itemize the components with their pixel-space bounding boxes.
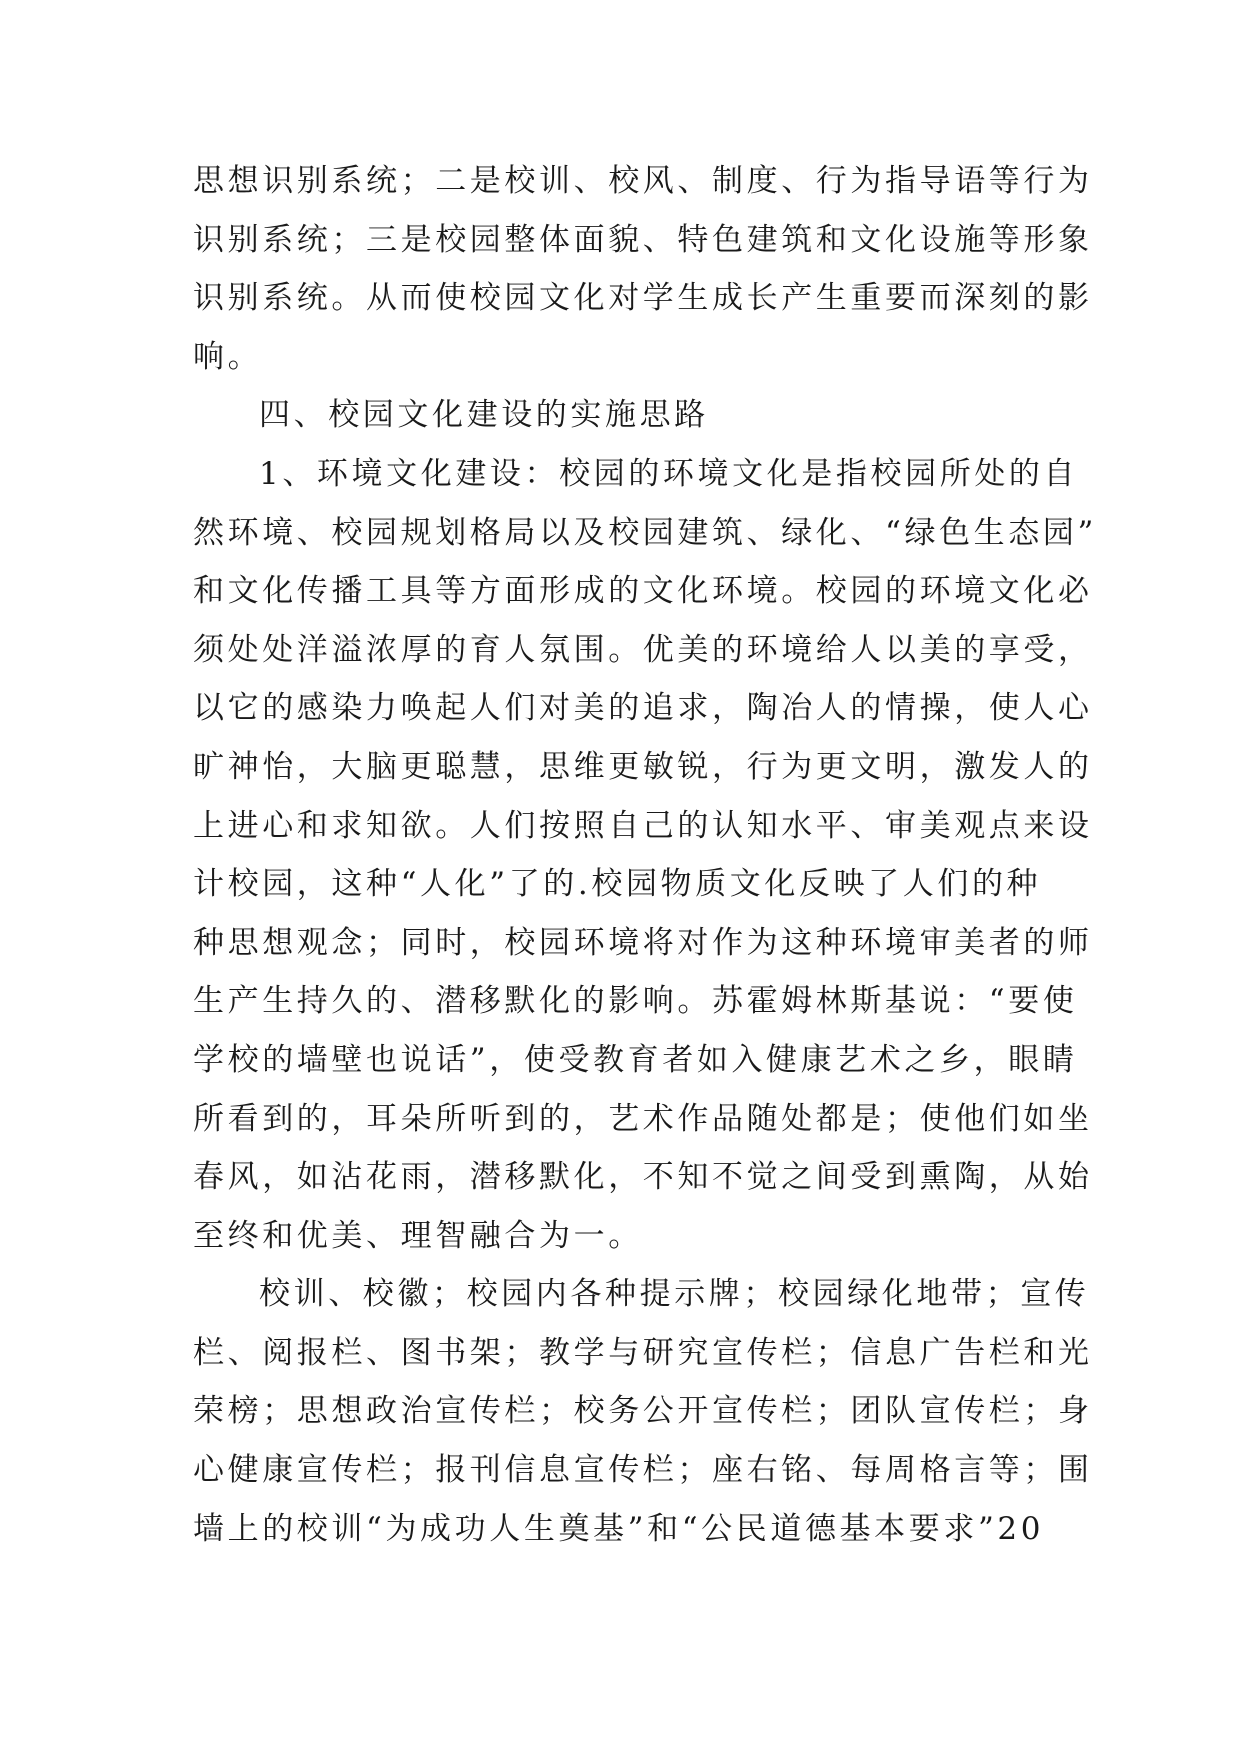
- section-heading: 四、校园文化建设的实施思路: [259, 397, 709, 434]
- text-line: 识别系统；三是校园整体面貌、特色建筑和文化设施等形象: [193, 221, 1093, 258]
- text-line: 栏、阅报栏、图书架；教学与研究宣传栏；信息广告栏和光: [193, 1334, 1093, 1371]
- text-line: 响。: [193, 338, 263, 375]
- text-line: 和文化传播工具等方面形成的文化环境。校园的环境文化必: [193, 573, 1093, 610]
- text-line: 校训、校徽；校园内各种提示牌；校园绿化地带；宣传: [259, 1276, 1090, 1313]
- text-line: 旷神怡，大脑更聪慧，思维更敏锐，行为更文明，激发人的: [193, 748, 1093, 785]
- text-line: 1、环境文化建设：校园的环境文化是指校园所处的自: [259, 455, 1079, 492]
- text-line: 春风，如沾花雨，潜移默化，不知不觉之间受到熏陶，从始: [193, 1159, 1093, 1196]
- text-line: 须处处洋溢浓厚的育人氛围。优美的环境给人以美的享受，: [193, 631, 1093, 668]
- text-line: 学校的墙壁也说话”，使受教育者如入健康艺术之乡，眼睛: [193, 1041, 1078, 1078]
- text-line: 生产生持久的、潜移默化的影响。苏霍姆林斯基说：“要使: [193, 983, 1078, 1020]
- text-line: 思想识别系统；二是校训、校风、制度、行为指导语等行为: [193, 163, 1093, 199]
- text-line: 所看到的，耳朵所听到的，艺术作品随处都是；使他们如坐: [193, 1100, 1093, 1137]
- text-line: 墙上的校训“为成功人生奠基”和“公民道德基本要求”20: [193, 1510, 1045, 1547]
- text-line: 荣榜；思想政治宣传栏；校务公开宣传栏；团队宣传栏；身: [193, 1393, 1093, 1430]
- text-line: 然环境、校园规划格局以及校园建筑、绿化、“绿色生态园”: [193, 514, 1097, 551]
- body-text: [193, 152, 1097, 1558]
- text-line: 种思想观念；同时，校园环境将对作为这种环境审美者的师: [193, 924, 1093, 961]
- text-line: 计校园，这种“人化”了的.校园物质文化反映了人们的种: [193, 866, 1042, 903]
- text-line: 上进心和求知欲。人们按照自己的认知水平、审美观点来设: [193, 807, 1093, 844]
- text-line: 以它的感染力唤起人们对美的追求，陶冶人的情操，使人心: [193, 690, 1093, 727]
- text-line: 至终和优美、理智融合为一。: [193, 1217, 643, 1254]
- text-line: 识别系统。从而使校园文化对学生成长产生重要而深刻的影: [193, 280, 1093, 317]
- text-line: 心健康宣传栏；报刊信息宣传栏；座右铭、每周格言等；围: [193, 1452, 1093, 1489]
